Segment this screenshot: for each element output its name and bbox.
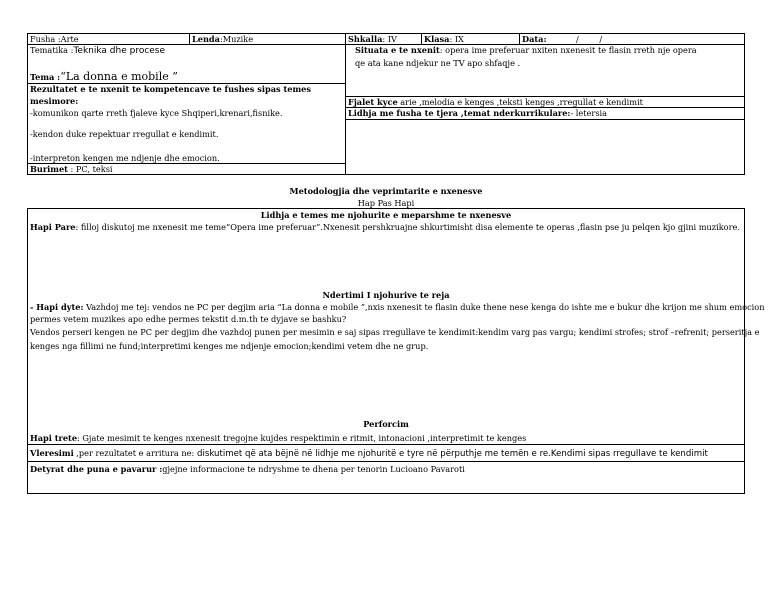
col-divider	[421, 33, 422, 44]
fusha-field: Fusha :Arte	[30, 34, 79, 44]
shkalla-field: Shkalla: IV	[348, 34, 397, 44]
row-divider	[27, 461, 745, 462]
metodologjia-subtitle: Hap Pas Hapi	[357, 198, 415, 208]
vleresimi-field: Vleresimi ,per rezultatet e arritura ne: diskutimet që ata bëjnë në lidhje me njohuritë e tyre në përputhje me temën e re.Kendimi sipas rregullave te kendimit	[30, 448, 708, 459]
lidhja-njohurite-title: Lidhja e temes me njohurite e meparshme te nxenesve	[260, 210, 512, 220]
col-divider	[345, 33, 346, 175]
perforcim-title: Perforcim	[363, 419, 409, 429]
hapi-dyte-line: Vendos perseri kengen ne PC per degjim dhe vazhdoj punen per mesimin e saj sipas rregullave te kendimit:kendim varg pas vargu; kendimi strofes; strof –refrenit; perseritja e	[30, 327, 760, 337]
col-divider	[189, 33, 190, 44]
data-field: Data:	[522, 34, 547, 44]
tema-field: Tema :“La donna e mobile ”	[30, 70, 178, 83]
detyrat-field: Detyrat dhe puna e pavarur :gjejne informacione te ndryshme te dhena per tenorin Lucioano Pavaroti	[30, 464, 465, 474]
rezultat-item: -komunikon qarte rreth fjaleve kyce Shqiperi,krenari,fisnike.	[30, 108, 283, 118]
klasa-field: Klasa: IX	[424, 34, 464, 44]
metodologjia-title: Metodologjia dhe veprimtarite e nxenesve	[289, 186, 483, 196]
hapi-dyte-line: permes vetem muzikes apo edhe permes tekstit d.m.th te dyjave se bashku?	[30, 314, 347, 324]
row-divider	[345, 119, 745, 120]
tematika-field: Tematika :Teknika dhe procese	[30, 45, 166, 56]
ndertimi-title: Ndertimi I njohurive te reja	[322, 290, 450, 300]
burimet-field: Burimet : PC, teksi	[30, 164, 113, 174]
rezultatet-heading: Rezultatet e te nxenit te kompetencave te fushes sipas temes	[30, 84, 311, 94]
hapi-dyte-line: - Hapi dyte: Vazhdoj me tej: vendos ne PC per degjim aria “La donna e mobile ”,nxis nxenesit te flasin duke thene nese kenga do ishte me e bukur dhe krijon me shum emocion	[30, 302, 765, 312]
situata-line1: Situata e te nxenit: opera ime preferuar nxiten nxenesit te flasin rreth nje opera	[355, 45, 697, 55]
lidhja-fusha-field: Lidhja me fusha te tjera ,temat nderkurrikulare:- letersia	[348, 108, 608, 118]
hapi-dyte-line: kenges nga fillimi ne fund;interpretimi kenges me ndjenje emocion;kendimi vetem dhe ne grup.	[30, 341, 429, 351]
situata-line2: qe ata kane ndjekur ne TV apo shfaqje .	[355, 58, 521, 68]
data-value: / /	[576, 34, 603, 44]
rezultatet-heading-cont: mesimore:	[30, 96, 79, 106]
fjalet-kyce-field: Fjalet kyce arie ,melodia e kenges ,teksti kenges ,rregullat e kendimit	[348, 97, 643, 107]
hapi-trete: Hapi trete: Gjate mesimit te kenges nxenesit tregojne kujdes respektimin e ritmit, intonacioni ,interpretimit te kenges	[30, 433, 527, 443]
col-divider	[519, 33, 520, 44]
rezultat-item: -interpreton kengen me ndjenje dhe emocion.	[30, 153, 220, 163]
lenda-field: Lenda:Muzike	[192, 34, 254, 44]
hapi-pare: Hapi Pare: filloj diskutoj me nxenesit me teme“Opera ime preferuar”.Nxenesit pershkruajne shkurtimisht disa elemente te operas ,flasin pse ju pelqen kjo gjini muzikore.	[30, 222, 740, 232]
row-divider	[27, 444, 745, 445]
rezultat-item: -kendon duke repektuar rregullat e kendimit.	[30, 129, 219, 139]
